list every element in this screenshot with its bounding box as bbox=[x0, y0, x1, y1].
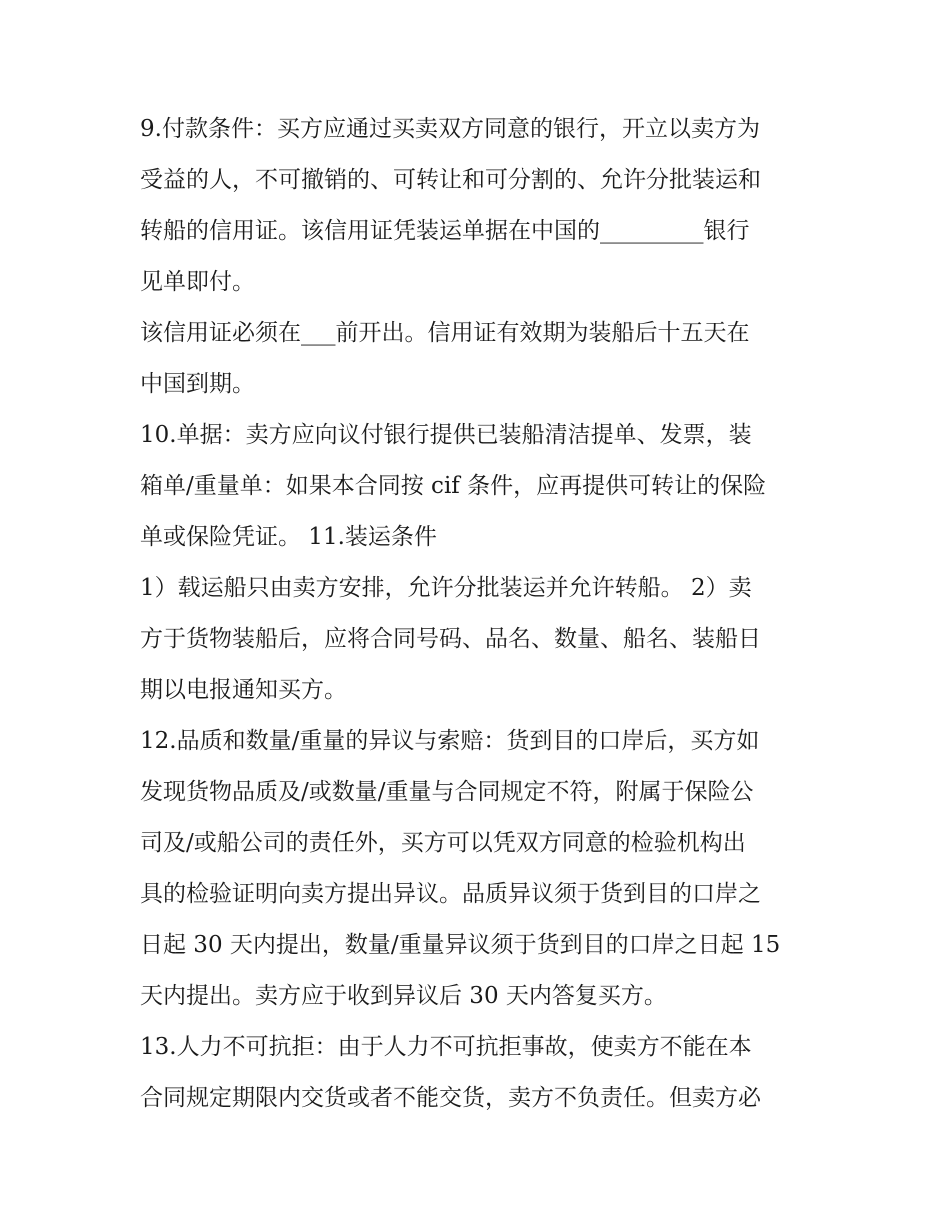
text-line: 转船的信用证。该信用证凭装运单据在中国的_________银行 bbox=[140, 218, 750, 244]
text-line: 方于货物装船后，应将合同号码、品名、数量、船名、装船日 bbox=[140, 626, 761, 652]
text-line: 期以电报通知买方。 bbox=[140, 677, 347, 703]
text-line: 发现货物品质及/或数量/重量与合同规定不符，附属于保险公 bbox=[140, 779, 754, 805]
text-line: 具的检验证明向卖方提出异议。品质异议须于货到目的口岸之 bbox=[140, 881, 761, 907]
text-line: 9.付款条件：买方应通过买卖双方同意的银行，开立以卖方为 bbox=[140, 116, 760, 142]
text-line: 13.人力不可抗拒：由于人力不可抗拒事故，使卖方不能在本 bbox=[140, 1034, 752, 1060]
text-line: 受益的人，不可撤销的、可转让和可分割的、允许分批装运和 bbox=[140, 167, 761, 193]
contract-body bbox=[140, 104, 820, 1124]
text-line: 该信用证必须在___前开出。信用证有效期为装船后十五天在 bbox=[140, 320, 750, 346]
text-line: 12.品质和数量/重量的异议与索赔：货到目的口岸后，买方如 bbox=[140, 728, 760, 754]
text-line: 中国到期。 bbox=[140, 371, 255, 397]
text-line: 见单即付。 bbox=[140, 269, 255, 295]
text-line: 天内提出。卖方应于收到异议后 30 天内答复买方。 bbox=[140, 983, 667, 1009]
text-line: 1）载运船只由卖方安排，允许分批装运并允许转船。 2）卖 bbox=[140, 575, 752, 601]
text-line: 箱单/重量单：如果本合同按 cif 条件，应再提供可转让的保险 bbox=[140, 473, 767, 499]
text-line: 单或保险凭证。 11.装运条件 bbox=[140, 524, 437, 550]
text-line: 合同规定期限内交货或者不能交货，卖方不负责任。但卖方必 bbox=[140, 1085, 761, 1111]
text-line: 司及/或船公司的责任外，买方可以凭双方同意的检验机构出 bbox=[140, 830, 746, 856]
text-line: 日起 30 天内提出，数量/重量异议须于货到目的口岸之日起 15 bbox=[140, 932, 781, 958]
text-line: 10.单据：卖方应向议付银行提供已装船清洁提单、发票，装 bbox=[140, 422, 752, 448]
